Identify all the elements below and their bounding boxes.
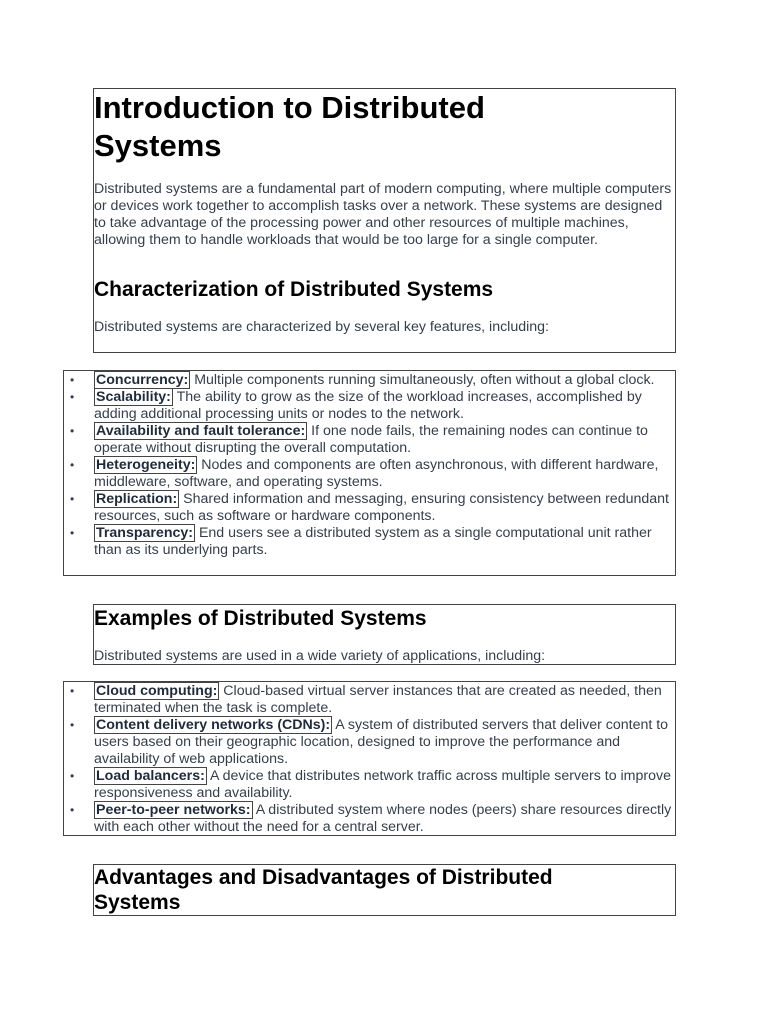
list-item-term: Transparency: [96,525,193,541]
list-item-term: Peer-to-peer networks: [96,802,251,818]
examples-lead: Distributed systems are used in a wide variety of applications, including: [94,648,546,664]
list-item-text: Cloud-based virtual server instances that are created as needed, then terminated when the task is complete. [94,683,662,716]
list-item-text: A distributed system where nodes (peers) share resources directly with each other without the need for a central server. [94,802,672,835]
list-item-text: A system of distributed servers that deliver content to users based on their geographic location, designed to improve the performance and availability of web applications. [94,717,669,767]
bullet-icon: • [70,718,75,732]
bullet-icon: • [70,424,75,438]
list-item-term: Availability and fault tolerance: [96,423,306,439]
bullet-icon: • [70,769,75,783]
list-item-text: Nodes and components are often asynchronous, with different hardware, middleware, software, and operating systems. [94,457,659,490]
bullet-icon: • [70,492,75,506]
list-item [64,802,675,836]
list-item-text: Shared information and messaging, ensuring consistency between redundant resources, such as software or hardware components. [94,491,669,524]
bullet-icon: • [70,390,75,404]
bullet-icon: • [70,526,75,540]
list-item-term: Load balancers: [96,768,205,784]
list-item-term: Cloud computing: [96,683,218,699]
list-item [64,457,675,491]
advantages-section [93,864,676,916]
list-item-term: Heterogeneity: [96,457,196,473]
intro-section [93,88,676,353]
bullet-icon: • [70,684,75,698]
examples-section [93,604,676,665]
list-item [64,372,675,389]
list-item-text: Multiple components running simultaneously, often without a global clock. [190,372,655,388]
list-item-text: If one node fails, the remaining nodes can continue to operate without disrupting the overall computation. [94,423,648,456]
list-item [64,423,675,457]
list-item [64,491,675,525]
list-item-term: Concurrency: [96,372,189,388]
advantages-heading: Advantages and Disadvantages of Distributed Systems [94,866,553,914]
list-item [64,683,675,717]
characterization-list-box [63,370,676,576]
bullet-icon: • [70,458,75,472]
bullet-icon: • [70,803,75,817]
list-item-text: A device that distributes network traffic across multiple servers to improve responsiveness and availability. [94,768,671,801]
page-title: Introduction to Distributed Systems [94,90,485,163]
list-item-term: Replication: [96,491,178,507]
list-item [64,389,675,423]
list-item-text: The ability to grow as the size of the workload increases, accomplished by adding additional processing units or nodes to the network. [94,389,642,422]
list-item [64,525,675,559]
list-item [64,768,675,802]
examples-list-box [63,681,676,836]
list-item-term: Scalability: [96,389,171,405]
characterization-list [64,372,675,559]
examples-heading: Examples of Distributed Systems [94,607,427,630]
characterization-lead: Distributed systems are characterized by several key features, including: [94,319,549,335]
intro-paragraph: Distributed systems are a fundamental part of modern computing, where multiple computers or devices work together to accomplish tasks over a network. These systems are designed to take advantage of the processing power and other resources of multiple machines, allowing them to handle workloads that would be too large for a single computer. [94,181,672,248]
examples-list [64,683,675,836]
list-item [64,717,675,768]
list-item-term: Content delivery networks (CDNs): [96,717,331,733]
list-item-text: End users see a distributed system as a single computational unit rather than as its underlying parts. [94,525,652,558]
bullet-icon: • [70,373,75,387]
characterization-heading: Characterization of Distributed Systems [94,278,494,301]
